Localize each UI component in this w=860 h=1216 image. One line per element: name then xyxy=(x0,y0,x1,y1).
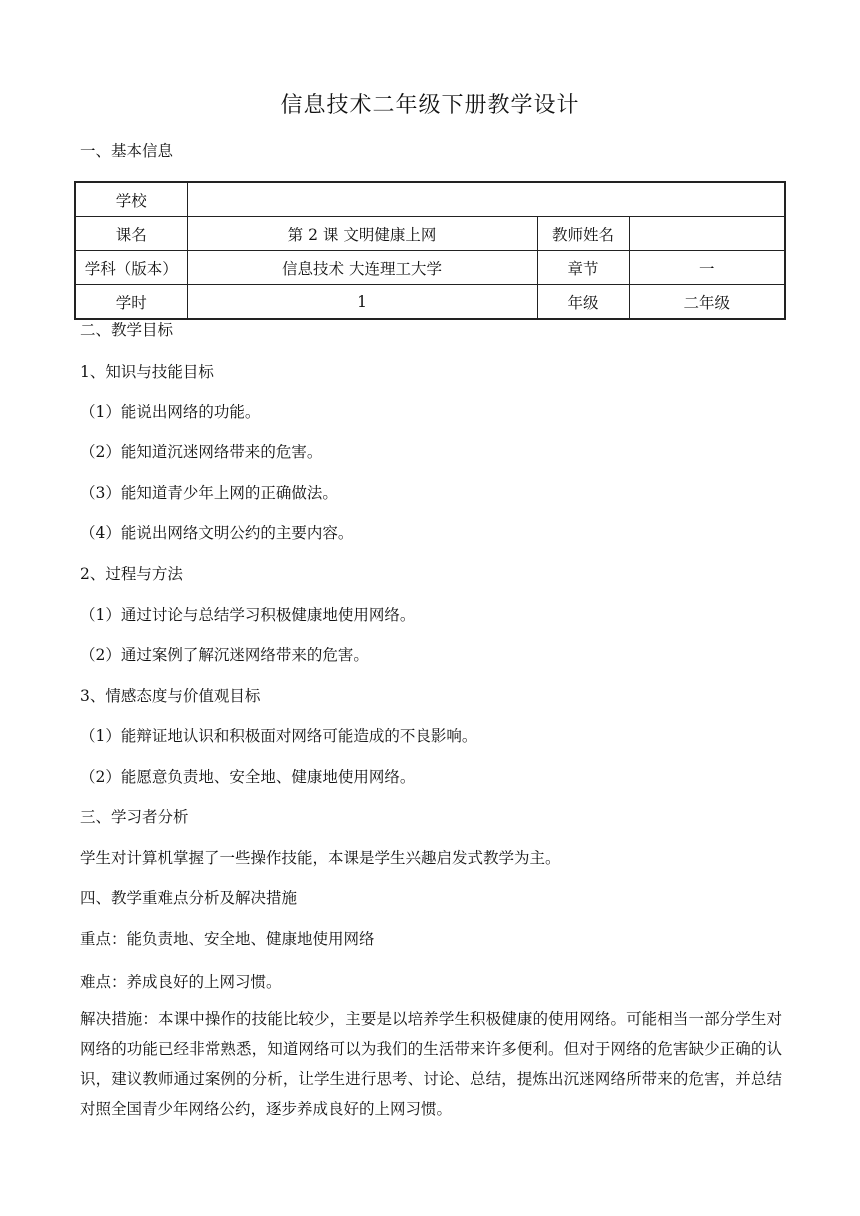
goal1-item: （3）能知道青少年上网的正确做法。 xyxy=(80,484,338,502)
difficult-point-text: 难点：养成良好的上网习惯。 xyxy=(80,973,282,991)
school-value-cell xyxy=(187,182,785,217)
school-label-cell: 学校 xyxy=(75,182,187,217)
course-label-cell: 课名 xyxy=(75,217,187,251)
table-row xyxy=(75,182,785,217)
grade-label-cell: 年级 xyxy=(537,285,629,320)
chapter-label-cell: 章节 xyxy=(537,251,629,285)
goal1-item: （1）能说出网络的功能。 xyxy=(80,403,261,421)
section-learner-heading: 三、学习者分析 xyxy=(80,808,189,826)
section-key-points-heading: 四、教学重难点分析及解决措施 xyxy=(80,889,298,907)
basic-info-table xyxy=(74,181,786,320)
table-row xyxy=(75,217,785,251)
grade-value-cell: 二年级 xyxy=(629,285,785,320)
goal1-heading: 1、知识与技能目标 xyxy=(80,363,214,381)
teacher-label-cell: 教师姓名 xyxy=(537,217,629,251)
goal3-item: （1）能辩证地认识和积极面对网络可能造成的不良影响。 xyxy=(80,727,478,745)
solution-paragraph: 解决措施：本课中操作的技能比较少，主要是以培养学生积极健康的使用网络。可能相当一部分学生对网络的功能已经非常熟悉，知道网络可以为我们的生活带来许多便利。但对于网络的危害缺少正确的认识，建议教师通过案例的分析，让学生进行思考、讨论、总结，提炼出沉迷网络所带来的危害，并总结对照全国青少年网络公约，逐步养成良好的上网习惯。 xyxy=(80,1010,782,1118)
hours-value-cell: 1 xyxy=(187,285,537,320)
goal2-item: （1）通过讨论与总结学习积极健康地使用网络。 xyxy=(80,606,416,624)
subject-value-cell: 信息技术 大连理工大学 xyxy=(187,251,537,285)
subject-label-cell: 学科（版本） xyxy=(75,251,187,285)
hours-label-cell: 学时 xyxy=(75,285,187,320)
teacher-value-cell xyxy=(629,217,785,251)
goal3-item: （2）能愿意负责地、安全地、健康地使用网络。 xyxy=(80,768,416,786)
document-title: 信息技术二年级下册教学设计 xyxy=(280,93,580,118)
learner-analysis-text: 学生对计算机掌握了一些操作技能，本课是学生兴趣启发式教学为主。 xyxy=(80,849,561,867)
key-point-text: 重点：能负责地、安全地、健康地使用网络 xyxy=(80,930,375,948)
goal1-item: （2）能知道沉迷网络带来的危害。 xyxy=(80,443,323,461)
section-basic-info-heading: 一、基本信息 xyxy=(80,142,174,160)
table-row xyxy=(75,285,785,320)
course-value-cell: 第 2 课 文明健康上网 xyxy=(187,217,537,251)
section-goals-heading: 二、教学目标 xyxy=(80,321,174,339)
table-row xyxy=(75,251,785,285)
goal1-item: （4）能说出网络文明公约的主要内容。 xyxy=(80,524,354,542)
goal2-heading: 2、过程与方法 xyxy=(80,565,183,583)
chapter-value-cell: 一 xyxy=(629,251,785,285)
goal3-heading: 3、情感态度与价值观目标 xyxy=(80,687,261,705)
goal2-item: （2）通过案例了解沉迷网络带来的危害。 xyxy=(80,646,369,664)
